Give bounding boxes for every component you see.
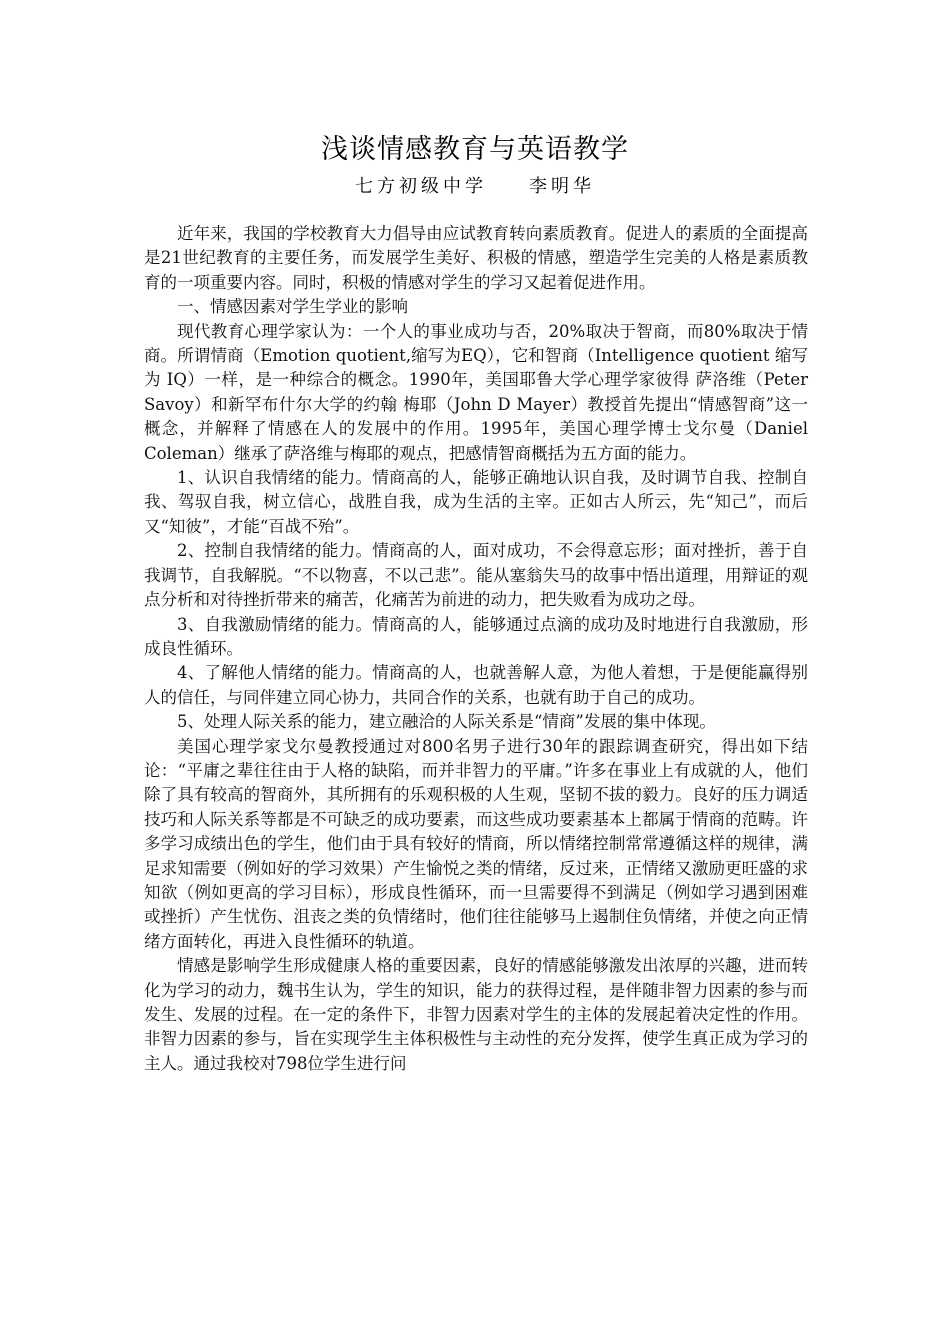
school-name: 七方初级中学 — [355, 176, 487, 197]
list-item-ability-5: 5、处理人际关系的能力，建立融洽的人际关系是“情商”发展的集中体现。 — [177, 712, 716, 732]
list-item-ability-1: 1、认识自我情绪的能力。情商高的人，能够正确地认识自我，及时调节自我、控制自我、驾驭自我，树立信心，战胜自我，成为生活的主宰。正如古人所云，先“知己”，而后又“知彼”，才能“百战不殆”。 — [144, 468, 808, 536]
byline — [0, 172, 950, 202]
paragraph-emotion-personality: 情感是影响学生形成健康人格的重要因素，良好的情感能够激发出浓厚的兴趣，进而转化为学习的动力，魏书生认为，学生的知识，能力的获得过程，是伴随非智力因素的参与而发生、发展的过程。在一定的条件下，非智力因素对学生的主体的发展起着决定性的作用。非智力因素的参与，旨在实现学生主体积极性与主动性的充分发挥，使学生真正成为学习的主人。通过我校对798位学生进行问 — [144, 956, 808, 1073]
paragraph-eq-definition: 现代教育心理学家认为：一个人的事业成功与否，20%取决于智商，而80%取决于情商。所谓情商（Emotion quotient,缩写为EQ），它和智商（Intelligence quotient 缩写为 IQ）一样，是一种综合的概念。1990年，美国耶鲁大学心理学家彼得 萨洛维（Peter Savoy）和新罕布什尔大学的约翰 梅耶（John D Mayer）教授首先提出“情感智商”这一概念，并解释了情感在人的发展中的作用。1995年，美国心理学博士戈尔曼（Daniel Coleman）继承了萨洛维与梅耶的观点，把感情智商概括为五方面的能力。 — [144, 321, 808, 463]
section-heading: 一、情感因素对学生学业的影响 — [177, 297, 408, 317]
list-item-ability-4: 4、了解他人情绪的能力。情商高的人，也就善解人意，为他人着想，于是便能赢得别人的信任，与同伴建立同心协力，共同合作的关系，也就有助于自己的成功。 — [144, 663, 808, 707]
list-item-ability-3: 3、自我激励情绪的能力。情商高的人，能够通过点滴的成功及时地进行自我激励，形成良性循环。 — [144, 614, 808, 658]
paragraph-goleman-study: 美国心理学家戈尔曼教授通过对800名男子进行30年的跟踪调查研究，得出如下结论：“平庸之辈往往由于人格的缺陷，而并非智力的平庸。”许多在事业上有成就的人，他们除了具有较高的智商外，其所拥有的乐观积极的人生观，坚韧不拔的毅力。良好的压力调适技巧和人际关系等都是不可缺乏的成功要素，而这些成功要素基本上都属于情商的范畴。许多学习成绩出色的学生，他们由于具有较好的情商，所以情绪控制常常遵循这样的规律，满足求知需要（例如好的学习效果）产生愉悦之类的情绪，反过来，正情绪又激励更旺盛的求知欲（例如更高的学习目标），形成良性循环，而一旦需要得不到满足（例如学习遇到困难或挫折）产生忧伤、沮丧之类的负情绪时，他们往往能够马上遏制住负情绪，并使之向正情绪方面转化，再进入良性循环的轨道。 — [144, 736, 808, 951]
list-item-ability-2: 2、控制自我情绪的能力。情商高的人，面对成功，不会得意忘形；面对挫折，善于自我调节，自我解脱。“不以物喜，不以己悲”。能从塞翁失马的故事中悟出道理，用辩证的观点分析和对待挫折带来的痛苦，化痛苦为前进的动力，把失败看为成功之母。 — [144, 541, 808, 610]
paragraph-intro: 近年来，我国的学校教育大力倡导由应试教育转向素质教育。促进人的素质的全面提高是21世纪教育的主要任务，而发展学生美好、积极的情感，塑造学生完美的人格是素质教育的一项重要内容。同时，积极的情感对学生的学习又起着促进作用。 — [144, 224, 808, 292]
document-title: 浅谈情感教育与英语教学 — [321, 134, 629, 165]
document-body — [144, 222, 808, 1076]
author-name: 李明华 — [529, 176, 595, 197]
